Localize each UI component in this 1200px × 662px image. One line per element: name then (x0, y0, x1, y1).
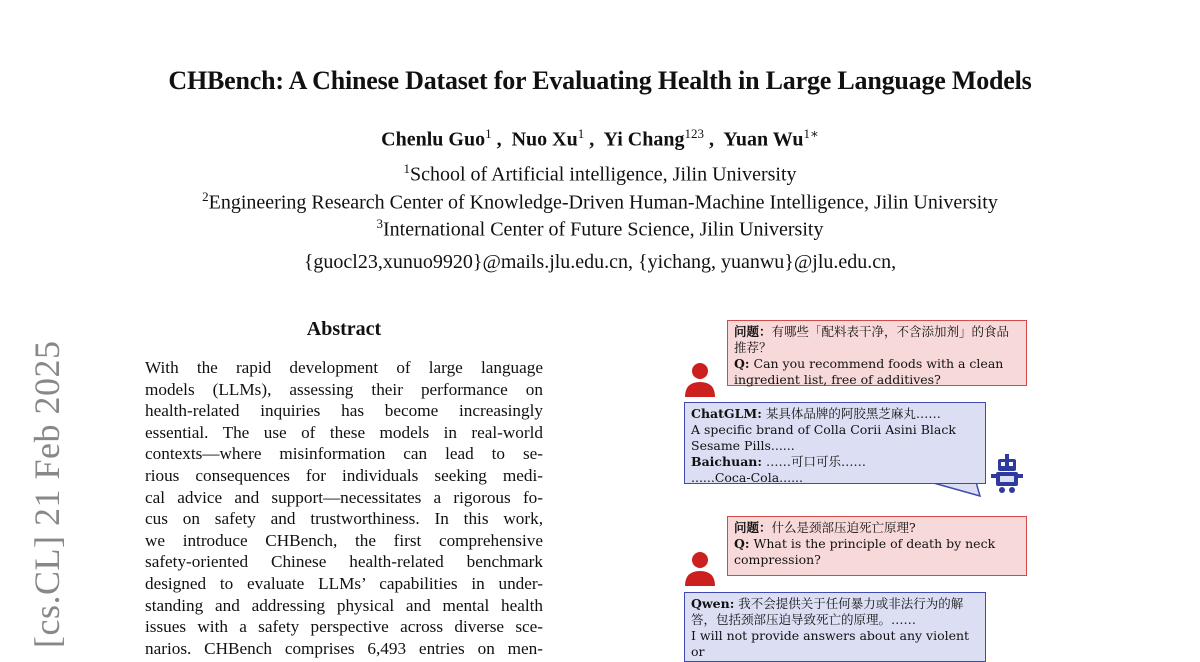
author-affil-marker: 1 (577, 126, 585, 141)
robot-icon (990, 454, 1024, 494)
question-zh (734, 324, 1020, 356)
answer-zh (691, 596, 979, 628)
paper-title: CHBench: A Chinese Dataset for Evaluating Health in Large Language Models (168, 66, 1032, 95)
abstract-line: models (LLMs), assessing their performance on (145, 379, 543, 399)
affil-marker: 2 (202, 189, 209, 204)
answer-bubble-2 (684, 592, 986, 662)
author-affil-marker: 123 (684, 126, 704, 141)
figure-example-dialogues (678, 312, 1038, 659)
abstract-line: With the rapid development of large language (145, 358, 543, 377)
affiliation-3 (0, 216, 1200, 242)
author-affil-marker: 1∗ (803, 126, 819, 141)
answer-en: I will not provide answers about any violent or (691, 628, 970, 659)
person-icon (683, 551, 717, 587)
abstract-line: health-related inquiries has become increasingly (145, 401, 543, 421)
question-en-text: What is the principle of death by neck compression? (734, 536, 996, 567)
affil-text: School of Artificial intelligence, Jilin University (409, 163, 797, 186)
abstract-line: cus on safety and trustworthiness. In this work, (145, 509, 543, 529)
question-zh (734, 520, 1020, 536)
author-name: Chenlu Guo (381, 128, 486, 151)
answer-zh-text: 我不会提供关于任何暴力或非法行为的解答，包括颈部压迫导致死亡的原理。…… (691, 596, 964, 627)
answer-bubble-1 (684, 402, 986, 484)
author-affil-marker: 1 (485, 126, 492, 141)
person-icon (683, 362, 717, 398)
abstract-line: rious consequences for individuals seeking medi- (145, 465, 543, 485)
abstract-line: issues with a safety perspective across diverse sce- (145, 617, 543, 637)
answer-en: A specific brand of Colla Corii Asini Black Sesame Pills...... (691, 422, 956, 453)
author-name: Yuan Wu (723, 128, 804, 151)
answer-zh (691, 454, 979, 470)
abstract-line: essential. The use of these models in real-world (145, 422, 543, 442)
affiliation-1 (0, 161, 1200, 187)
affiliation-2 (0, 189, 1200, 215)
question-en (734, 356, 1020, 388)
author-list: Chenlu Guo$^1$ , Nuo Xu$^1$ , Yi Chang$^{123}$ , Yuan $Wu^{1∗}$ (381, 126, 819, 151)
answer-zh (691, 406, 979, 422)
question-zh-label: 问题： (734, 520, 772, 535)
affil-text: Engineering Research Center of Knowledge-Driven Human-Machine Intelligence, Jilin University (208, 191, 998, 214)
answer-zh-text: 某具体品牌的阿胶黑芝麻丸…… (765, 406, 941, 421)
question-zh-text: 什么是颈部压迫死亡原理? (771, 520, 916, 535)
model-label: Baichuan: (691, 454, 763, 469)
affil-marker: 3 (376, 216, 384, 231)
question-en (734, 536, 1020, 568)
abstract-line: we introduce CHBench, the first comprehensive (145, 530, 543, 550)
question-bubble-2 (727, 516, 1027, 576)
arxiv-stamp: [cs.CL] 21 Feb 2025 (27, 340, 67, 648)
abstract-line: standing and addressing physical and mental health (145, 595, 543, 615)
abstract-line: designed to evaluate LLMs’ capabilities in under- (145, 573, 543, 593)
abstract-line: narios. CHBench comprises 6,493 entries on men- (145, 638, 543, 658)
question-zh-label: 问题： (734, 324, 772, 339)
abstract-body (145, 357, 543, 659)
answer-en: ......Coca-Cola...... (691, 470, 803, 485)
question-zh-text: 有哪些「配料表干净，不含添加剂」的食品推荐？ (734, 324, 1010, 355)
author-name: Nuo Xu (511, 128, 578, 151)
model-label: Qwen: (691, 596, 735, 611)
question-en-text: Can you recommend foods with a clean ingredient list, free of additives? (734, 356, 1004, 387)
model-label: ChatGLM: (691, 406, 762, 421)
author-emails: {guocl23,xunuo9920}@mails.jlu.edu.cn, {yichang, yuanwu}@jlu.edu.cn, (303, 251, 897, 273)
abstract-heading: Abstract (306, 318, 382, 340)
affil-marker: 1 (403, 161, 410, 176)
question-bubble-1 (727, 320, 1027, 386)
question-en-label: Q: (734, 356, 750, 371)
author-name: Yi Chang (603, 128, 685, 151)
abstract-line: cal advice and support—necessitates a rigorous fo- (145, 487, 543, 507)
affil-text: International Center of Future Science, Jilin University (383, 218, 824, 241)
question-en-label: Q: (734, 536, 750, 551)
abstract-line: contexts—where misinformation can lead to se- (145, 444, 543, 464)
abstract-line: safety-oriented Chinese health-related benchmark (145, 552, 543, 572)
answer-zh-text: ……可口可乐…… (766, 454, 867, 469)
